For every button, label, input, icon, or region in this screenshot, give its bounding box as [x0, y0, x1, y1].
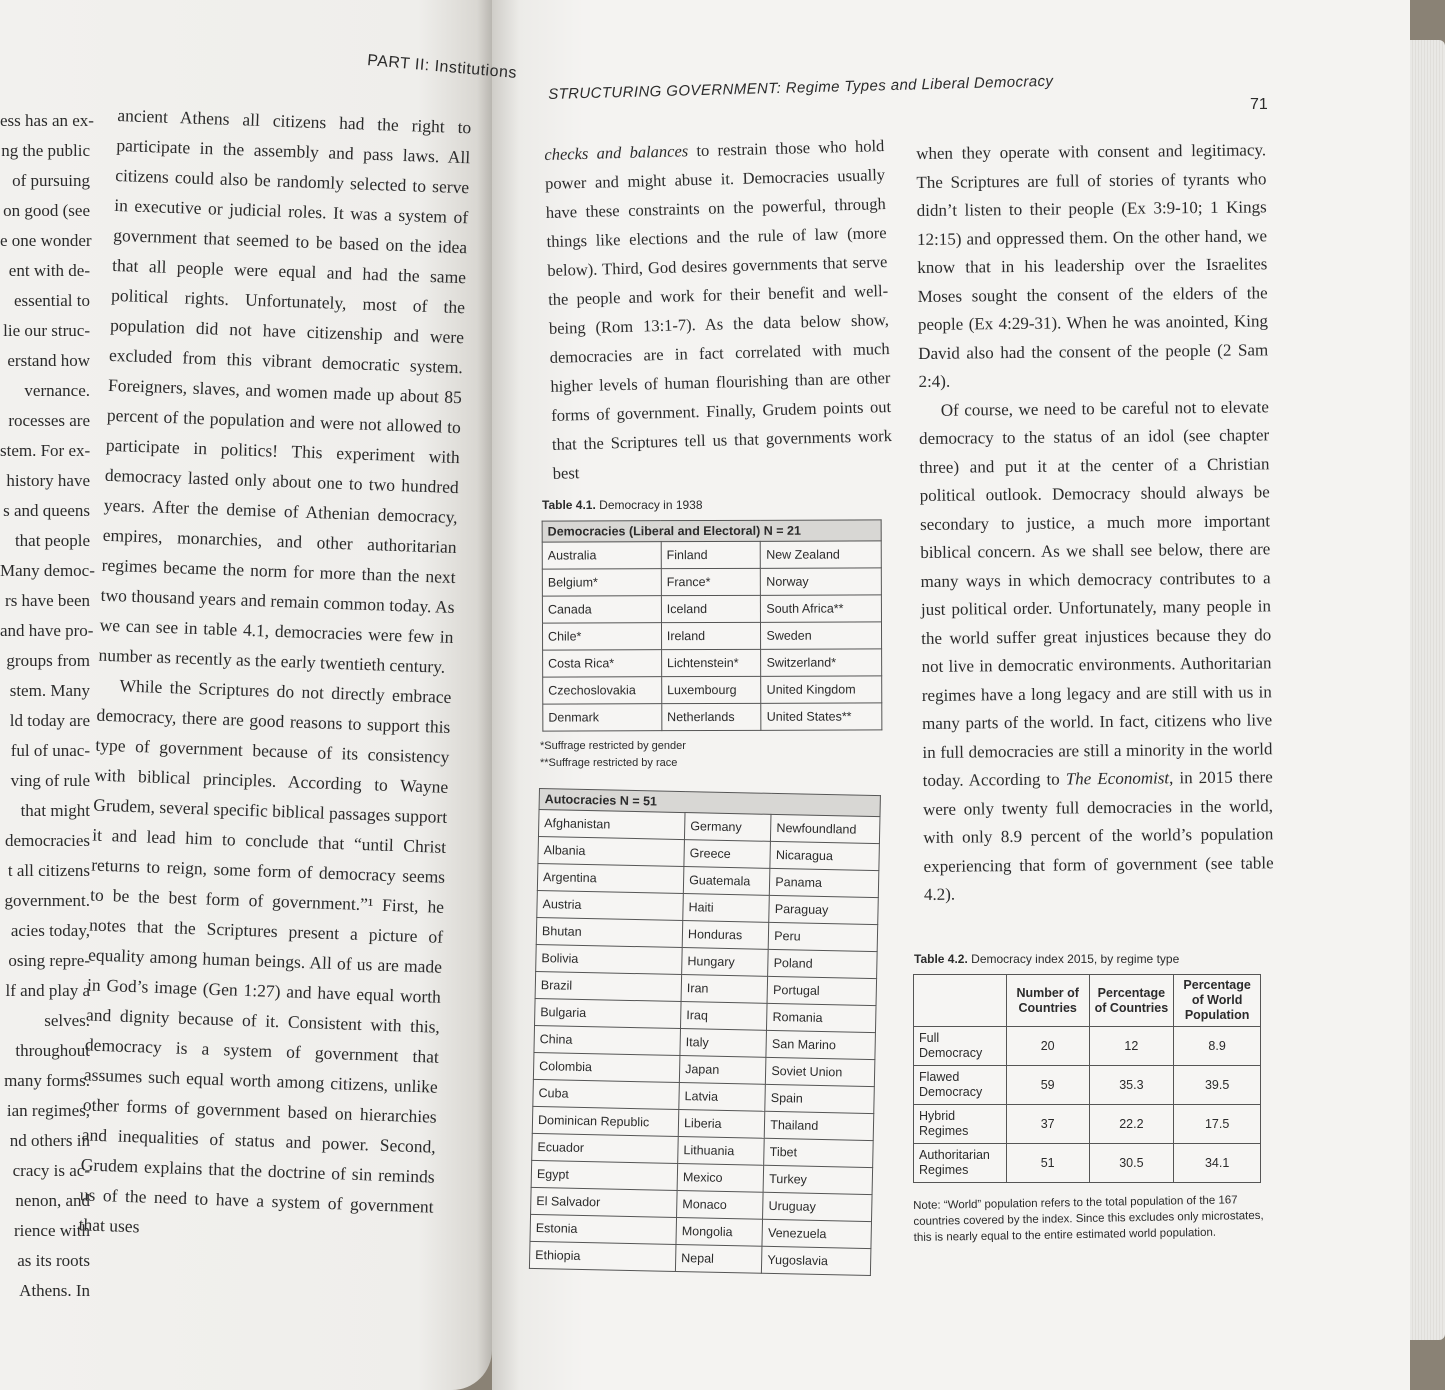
table-cell: Costa Rica*	[543, 650, 662, 677]
table-cell: Full Democracy	[914, 1027, 1007, 1066]
table-cell: Cuba	[533, 1079, 680, 1109]
table-row	[543, 676, 882, 704]
table1-header: Democracies (Liberal and Electoral) N = 21	[542, 520, 881, 542]
fragment-line: ian regimes,	[6, 1101, 90, 1120]
table-cell: San Marino	[766, 1030, 875, 1059]
fragment-line: cracy is ac-	[12, 1161, 90, 1180]
fragment-line: rience with	[14, 1221, 90, 1240]
fragment-line: government.	[4, 891, 90, 910]
table-cell: Luxembourg	[662, 676, 762, 703]
fragment-line: nd others in	[9, 1131, 90, 1150]
table-cell: Honduras	[682, 921, 769, 950]
table-cell: 8.9	[1174, 1027, 1261, 1066]
table-cell: 34.1	[1174, 1144, 1261, 1183]
table3-body	[914, 1027, 1261, 1183]
table-cell: Colombia	[533, 1052, 680, 1082]
table-cell: Guatemala	[683, 867, 770, 896]
right-col1-paragraph	[544, 131, 893, 488]
table-cell: Paraguay	[769, 895, 878, 924]
table-democracies-1938	[542, 519, 883, 731]
table-cell: Bolivia	[536, 944, 683, 974]
table3-header-row: Number of Countries Percentage of Countries Percentage of World Population	[914, 975, 1261, 1027]
fragment-line: democracies	[5, 831, 90, 850]
fragment-line: e one wonder	[0, 231, 92, 250]
table-row	[543, 649, 882, 677]
fragment-line: rs have been	[5, 591, 90, 610]
right-column-2	[916, 136, 1274, 909]
fragment-line: stem. Many	[9, 681, 90, 700]
fragment-line: ld today are	[9, 711, 90, 730]
fragment-line: erstand how	[7, 351, 90, 370]
table-cell: South Africa**	[761, 595, 882, 622]
fragment-line: that people	[14, 531, 90, 550]
table-cell: Sweden	[761, 622, 882, 649]
table-cell: Nicaragua	[770, 841, 879, 870]
fragment-line: ng the public	[1, 141, 90, 160]
table-cell: Turkey	[763, 1165, 872, 1194]
italic-economist: The Economist	[1065, 768, 1170, 789]
table2-caption: Table 4.2. Democracy index 2015, by regime type	[914, 952, 1180, 966]
table-cell: Spain	[765, 1084, 874, 1113]
table-democracy-index-2015	[913, 974, 1261, 1183]
fragment-line: as its roots	[17, 1251, 90, 1270]
table1-body	[542, 541, 882, 731]
table-cell: Flawed Democracy	[914, 1066, 1007, 1105]
table-cell: Iraq	[681, 1002, 768, 1031]
table-cell: 39.5	[1174, 1066, 1261, 1105]
table-cell: Soviet Union	[766, 1057, 875, 1086]
table-cell: Newfoundland	[771, 814, 880, 843]
table3-note: Note: “World” population refers to the total population of the 167 countries covered by the index. Since this excludes only microstates, this is nearly equal to the entire estimated world population.	[913, 1194, 1264, 1244]
table-cell: Lithuania	[678, 1136, 765, 1165]
table-cell: Haiti	[683, 894, 770, 923]
table-cell: Albania	[538, 836, 685, 866]
table-cell: Mexico	[677, 1163, 764, 1192]
table-cell: 12	[1089, 1027, 1174, 1066]
footnote-gender: *Suffrage restricted by gender	[540, 740, 686, 752]
table1-footnotes	[540, 738, 686, 772]
fragment-line: ving of rule	[10, 771, 90, 790]
fragment-line: essential to	[13, 291, 90, 310]
table-cell: Hybrid Regimes	[914, 1105, 1007, 1144]
table-cell: Authoritarian Regimes	[914, 1144, 1007, 1183]
table-cell: Austria	[537, 890, 684, 920]
table-cell: Belgium*	[542, 569, 661, 596]
table-cell: 59	[1006, 1066, 1089, 1105]
fragment-line: rocesses are	[8, 411, 90, 430]
table-cell: Egypt	[531, 1160, 678, 1190]
table1-caption: Table 4.1. Democracy in 1938	[542, 498, 703, 512]
table-row	[542, 622, 881, 650]
fragment-line: of pursuing	[12, 171, 90, 190]
table-autocracies-1938	[529, 788, 881, 1276]
table-cell: Ecuador	[532, 1133, 679, 1163]
right-column-1	[544, 131, 893, 488]
table-cell: United Kingdom	[761, 676, 882, 703]
page-number: 71	[1250, 96, 1268, 113]
fragment-line: s and queens	[3, 501, 90, 520]
fragment-line: and have pro-	[0, 621, 94, 640]
table-cell: Panama	[770, 868, 879, 897]
fragment-line: lf and play a	[5, 981, 90, 1000]
left-paragraph-2: While the Scriptures do not directly embrace democracy, there are good reasons to support this type of government because of its consistency with biblical principles. According to Wayne Grudem, several specific biblical passages support it and lead him to conclude that “until Christ returns to reign, some form of democracy seems to be the best form of government.”¹ First, he notes that the Scriptures present a picture of equality among human beings. All of us are made in God’s image (Gen 1:27) and have equal worth and dignity because of it. Consistent with this, democracy is a system of government that assumes such equal worth among citizens, unlike other forms of government based on hierarchies and inequalities of status and power. Second, Grudem explains that the doctrine of sin reminds us of the need to have a system of government that uses	[78, 675, 452, 1237]
table-cell: Germany	[684, 813, 771, 842]
table-cell: El Salvador	[531, 1187, 678, 1217]
table-cell: Czechoslovakia	[543, 677, 662, 704]
fragment-line: on good (see	[3, 201, 90, 220]
right-running-head: STRUCTURING GOVERNMENT: Regime Types and Liberal Democracy	[548, 72, 1054, 103]
fragment-line: vernance.	[24, 381, 90, 400]
table-cell: Lichtenstein*	[661, 649, 761, 676]
fragment-line: Many democ-	[0, 561, 95, 580]
table-cell: Italy	[680, 1029, 767, 1058]
table-cell: New Zealand	[761, 541, 882, 568]
table-cell: 35.3	[1089, 1066, 1174, 1105]
table-cell: France*	[661, 568, 761, 595]
table-cell: Greece	[684, 840, 771, 869]
table-cell: China	[534, 1025, 681, 1055]
table-cell: Portugal	[767, 976, 876, 1005]
fragment-line: ess has an ex-	[0, 111, 94, 130]
fragment-line: Athens. In	[19, 1281, 90, 1300]
table-cell: Bulgaria	[535, 998, 682, 1028]
table-cell: Chile*	[542, 623, 661, 650]
table-cell: Nepal	[675, 1244, 762, 1273]
italic-lead: checks and balances	[544, 141, 689, 164]
table-cell: Uruguay	[763, 1192, 872, 1221]
table-cell: 22.2	[1089, 1105, 1174, 1144]
table-cell: Afghanistan	[538, 810, 685, 840]
table-cell: Brazil	[535, 971, 682, 1001]
table-cell: Yugoslavia	[762, 1246, 871, 1275]
table-cell: Latvia	[679, 1083, 766, 1112]
table-cell: Argentina	[537, 863, 684, 893]
fragment-line: groups from	[6, 651, 90, 670]
right-col2-paragraph-1: when they operate with consent and legitimacy. The Scriptures are full of stories of tyrants who didn’t listen to their people (Ex 3:9-10; 1 Kings 12:15) and oppressed them. On the other hand, we know that in his leadership over the Israelites Moses sought the consent of the elders of the people (Ex 4:29-31). When he was anointed, King David also had the consent of the people (2 Sam 2:4).	[916, 140, 1269, 391]
table-cell: 37	[1006, 1105, 1089, 1144]
fragment-line: many forms.	[4, 1071, 90, 1090]
table-cell: Estonia	[530, 1214, 677, 1244]
fragment-line: lie our struc-	[3, 321, 90, 340]
table-cell: Denmark	[543, 704, 662, 731]
fragment-line: ful of unac-	[10, 741, 90, 760]
page-edge-stack	[1410, 40, 1445, 1340]
table-cell: Ethiopia	[529, 1241, 676, 1271]
table-cell: Ireland	[661, 622, 761, 649]
right-col2-paragraph-2: Of course, we need to be careful not to elevate democracy to the status of an idol (see chapter three) and put it at the center of a Christian political outlook. Democracy should always be secondary to justice, a much more important biblical concern. As we shall see below, there are many ways in which democracy contributes to a just political order. Unfortunately, many people in the world suffer great injustices because they do not live in democratic environments. Authoritarian regimes have a long legacy and are still with us in many parts of the world. In fact, citizens who live in full democracies are still a minority in the world today. According to The Economist, in 2015 there were only twenty full democracies in the world, with only 8.9 percent of the world’s population experiencing that form of government (see table 4.2).	[919, 396, 1274, 904]
table-cell: Peru	[768, 922, 877, 951]
fragment-line: throughout	[15, 1041, 90, 1060]
table-cell: Iceland	[661, 595, 761, 622]
fragment-line: history have	[6, 471, 90, 490]
table-cell: Norway	[761, 568, 882, 595]
table-cell: 51	[1006, 1144, 1089, 1183]
right-col1-text: to restrain those who hold power and might abuse it. Democracies usually have these constraints on the powerful, through things like elections and the rule of law (more below). Third, God desires governments that serve the people and work for their benefit and well-being (Rom 13:1-7). As the data below show, democracies are in fact correlated with much higher levels of human flourishing than are other forms of government. Finally, Grudem points out that the Scriptures tell us that governments work best	[544, 136, 893, 483]
table-cell: Switzerland*	[761, 649, 882, 676]
table-cell: Poland	[768, 949, 877, 978]
table-row	[914, 1027, 1261, 1066]
table-row	[914, 1144, 1261, 1183]
table-cell: Finland	[661, 541, 761, 568]
fragment-line: selves.	[44, 1011, 90, 1030]
footnote-race: **Suffrage restricted by race	[540, 757, 678, 769]
table-cell: Venezuela	[762, 1219, 871, 1248]
table-row	[542, 595, 881, 623]
table-cell: Tibet	[764, 1138, 873, 1167]
table-cell: United States**	[761, 703, 882, 730]
table2-body	[529, 810, 880, 1276]
table-cell: Bhutan	[536, 917, 683, 947]
table-cell: Romania	[767, 1003, 876, 1032]
fragment-line: nenon, and	[15, 1191, 90, 1210]
table-row	[914, 1066, 1261, 1105]
table-row	[914, 1105, 1261, 1144]
table-cell: Canada	[542, 596, 661, 623]
table-cell: Australia	[542, 542, 661, 569]
table-cell: 20	[1006, 1027, 1089, 1066]
fragment-line: osing repre-	[8, 951, 90, 970]
table-cell: Mongolia	[676, 1217, 763, 1246]
fragment-line: acies today,	[10, 921, 90, 940]
fragment-line: that might	[20, 801, 90, 820]
left-running-head: PART II: Institutions	[366, 52, 518, 83]
left-paragraph-1: ancient Athens all citizens had the right to participate in the assembly and pass laws. All citizens could also be randomly selected to serve in executive or judicial roles. It was a system of government that seemed to be based on the idea that all people were equal and had the same political rights. Unfortunately, most of the population did not have citizenship and were excluded from this vibrant democratic system. Foreigners, slaves, and women made up about 85 percent of the population and were not allowed to participate in politics! This experiment with democracy lasted only about one to two hundred years. After the demise of Athenian democracy, empires, monarchies, and other authoritarian regimes became the norm for more than the next two thousand years and remain common today. As we can see in table 4.1, democracies were few in number as recently as the early twentieth century.	[98, 104, 472, 677]
table-row	[542, 541, 881, 569]
table2-header: Autocracies N = 51	[539, 789, 880, 817]
table-row	[542, 568, 881, 596]
table-cell: Dominican Republic	[532, 1106, 679, 1136]
table-cell: Hungary	[682, 948, 769, 977]
table-cell: Monaco	[677, 1190, 764, 1219]
table-row	[543, 703, 882, 731]
table-cell: Netherlands	[662, 703, 762, 730]
table-cell: Iran	[681, 975, 768, 1004]
table-cell: Liberia	[678, 1109, 765, 1138]
table-cell: Japan	[679, 1056, 766, 1085]
left-gutter-fragments	[0, 106, 95, 1306]
table-cell: 17.5	[1174, 1105, 1261, 1144]
table-cell: Thailand	[765, 1111, 874, 1140]
table-cell: 30.5	[1089, 1144, 1174, 1183]
fragment-line: ent with de-	[8, 261, 90, 280]
fragment-line: stem. For ex-	[0, 441, 91, 460]
left-main-column	[78, 100, 472, 1252]
fragment-line: t all citizens	[7, 861, 90, 880]
